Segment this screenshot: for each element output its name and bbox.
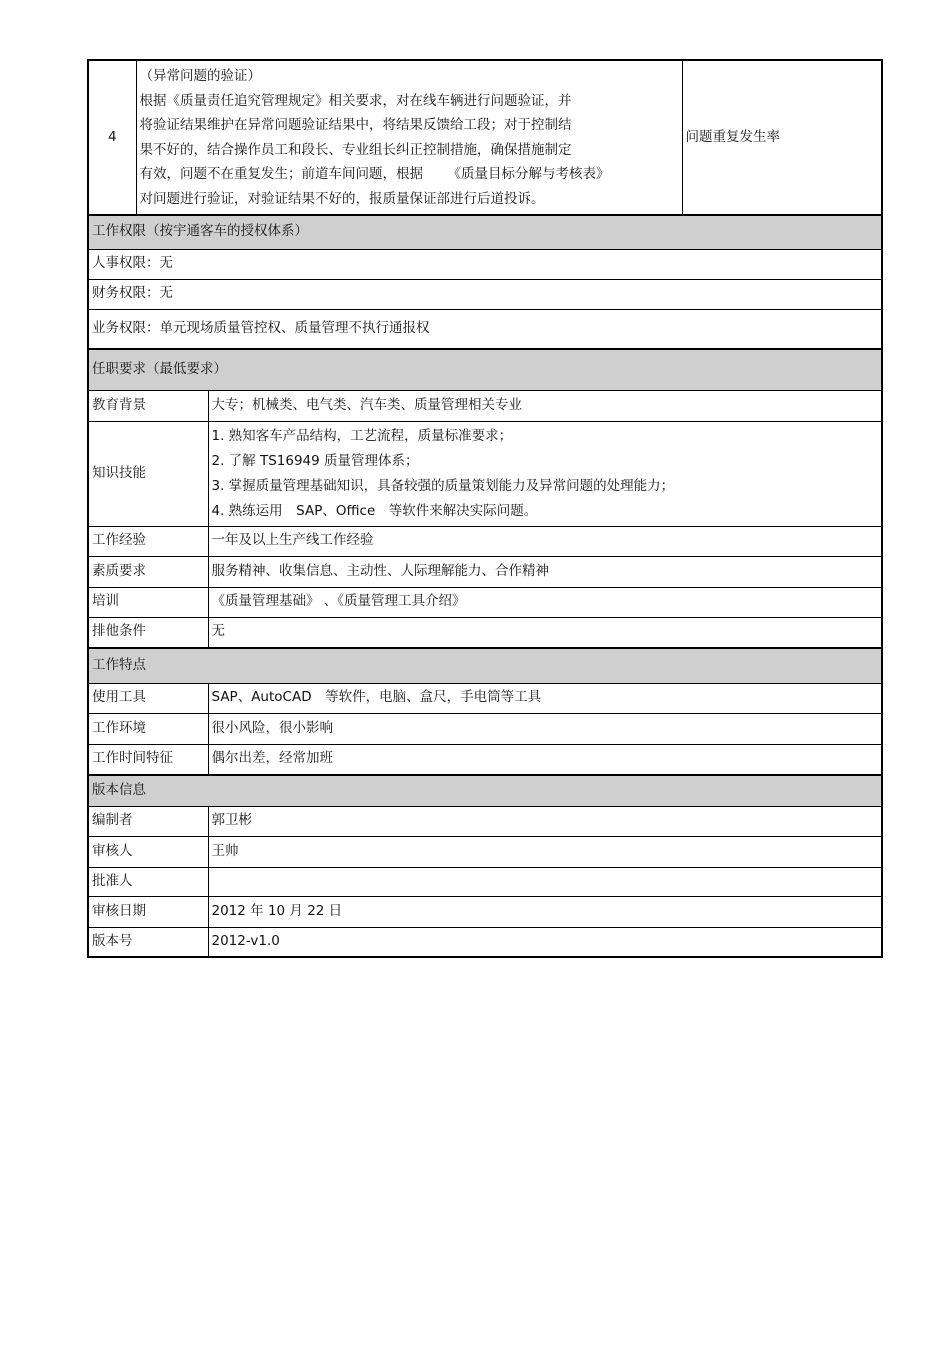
finance-authority: 财务权限：无 [88, 279, 882, 309]
tools-value: SAP、AutoCAD 等软件，电脑、盒尺，手电筒等工具 [208, 683, 882, 713]
other-label: 排他条件 [88, 617, 208, 648]
work-time-row [88, 744, 882, 775]
skills-row [88, 421, 882, 526]
authority-hr-row [88, 249, 882, 279]
business-authority: 业务权限：单元现场质量管控权、质量管理不执行通报权 [88, 309, 882, 349]
education-label: 教育背景 [88, 390, 208, 421]
author-label: 编制者 [88, 806, 208, 836]
characteristics-section-header [88, 648, 882, 683]
characteristics-header-text: 工作特点 [88, 648, 882, 683]
work-time-label: 工作时间特征 [88, 744, 208, 775]
authority-business-row [88, 309, 882, 349]
authority-finance-row [88, 279, 882, 309]
requirements-section-header [88, 349, 882, 390]
approver-row [88, 867, 882, 896]
job-description-document [87, 59, 881, 958]
authority-section-header [88, 215, 882, 249]
approver-value [208, 867, 882, 896]
tools-row [88, 683, 882, 713]
review-date-value: 2012 年 10 月 22 日 [208, 896, 882, 927]
approver-label: 批准人 [88, 867, 208, 896]
tools-label: 使用工具 [88, 683, 208, 713]
authority-header-text: 工作权限（按宇通客车的授权体系） [88, 215, 882, 249]
environment-value: 很小风险，很小影响 [208, 713, 882, 744]
education-row [88, 390, 882, 421]
hr-authority: 人事权限：无 [88, 249, 882, 279]
skills-label: 知识技能 [88, 421, 208, 526]
version-number-label: 版本号 [88, 927, 208, 957]
education-value: 大专；机械类、电气类、汽车类、质量管理相关专业 [208, 390, 882, 421]
task-description-line: 果不好的，结合操作员工和段长、专业组长纠正控制措施，确保措施制定 [139, 141, 572, 158]
task-description-line: 根据《质量责任追究管理规定》相关要求，对在线车辆进行问题验证，并 [139, 92, 572, 109]
training-label: 培训 [88, 587, 208, 617]
skill-item: 2. 了解 TS16949 质量管理体系； [211, 452, 419, 469]
quality-row [88, 556, 882, 587]
task-description-line: 对问题进行验证，对验证结果不好的，报质量保证部进行后道投诉。 [139, 190, 545, 207]
skill-item: 1. 熟知客车产品结构，工艺流程，质量标准要求； [211, 427, 513, 444]
task-description-line: 将验证结果维护在异常问题验证结果中，将结果反馈给工段；对于控制结 [139, 117, 572, 133]
author-row [88, 806, 882, 836]
reviewer-label: 审核人 [88, 836, 208, 867]
experience-label: 工作经验 [88, 526, 208, 556]
author-value: 郭卫彬 [208, 806, 882, 836]
reviewer-row [88, 836, 882, 867]
task-row [88, 60, 882, 215]
job-description-table [87, 59, 883, 958]
training-value: 《质量管理基础》 、《质量管理工具介绍》 [208, 587, 882, 617]
experience-row [88, 526, 882, 556]
version-header-text: 版本信息 [88, 775, 882, 806]
version-number-row [88, 927, 882, 957]
work-time-value: 偶尔出差，经常加班 [208, 744, 882, 775]
skill-item: 3. 掌握质量管理基础知识，具备较强的质量策划能力及异常问题的处理能力； [211, 477, 675, 494]
task-indicator: 问题重复发生率 [682, 60, 882, 215]
task-description [136, 60, 682, 215]
task-number: 4 [88, 60, 136, 215]
requirements-header-text: 任职要求（最低要求） [88, 349, 882, 390]
skill-item: 4. 熟练运用 SAP、Office 等软件来解决实际问题。 [211, 502, 538, 519]
version-section-header [88, 775, 882, 806]
quality-value: 服务精神、收集信息、主动性、人际理解能力、合作精神 [208, 556, 882, 587]
review-date-row [88, 896, 882, 927]
environment-label: 工作环境 [88, 713, 208, 744]
other-conditions-row [88, 617, 882, 648]
version-number-value: 2012-v1.0 [208, 927, 882, 957]
reviewer-value: 王帅 [208, 836, 882, 867]
review-date-label: 审核日期 [88, 896, 208, 927]
training-row [88, 587, 882, 617]
quality-label: 素质要求 [88, 556, 208, 587]
skills-list [208, 421, 882, 526]
task-description-line: 有效，问题不在重复发生；前道车间问题，根据 《质量目标分解与考核表》 [139, 166, 610, 182]
other-value: 无 [208, 617, 882, 648]
environment-row [88, 713, 882, 744]
task-description-line: （异常问题的验证） [139, 68, 261, 84]
experience-value: 一年及以上生产线工作经验 [208, 526, 882, 556]
